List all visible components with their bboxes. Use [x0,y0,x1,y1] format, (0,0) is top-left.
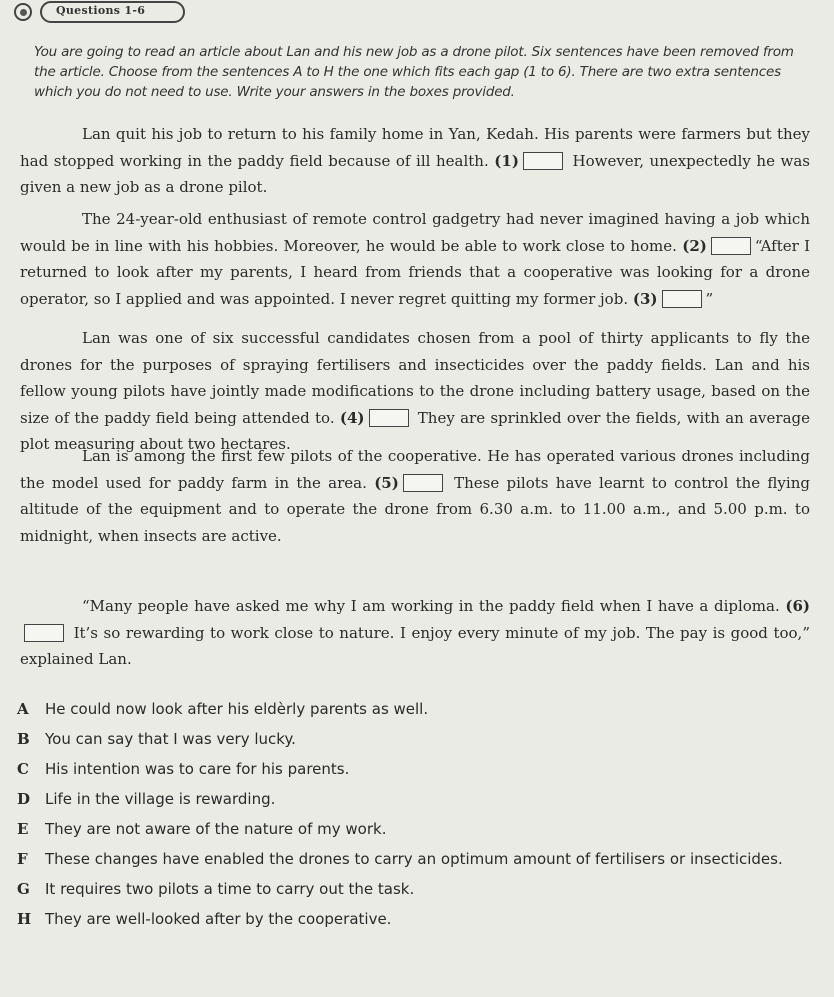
answer-box-3[interactable] [662,290,702,308]
paragraph-text: “After I returned to look after my parents, I heard from friends that a cooperative was looking for a drone operator, so I applied and was appointed. I never regret quitting my former job. [20,236,810,308]
paragraph-text: The 24-year-old enthusiast of remote control gadgetry had never imagined having a job which would be in line with his hobbies. Moreover, he would be able to work close to home. [20,210,810,255]
option-a [17,700,817,730]
option-d [17,790,817,820]
gap-number: (4) [339,408,365,427]
instructions: You are going to read an article about Lan and his new job as a drone pilot. Six sentences have been removed from the article. Choose from the sentences A to H the one which fits each gap (1 to 6). There are two extra sentences which you do not need to use. Write your answers in the boxes provided. [34,44,794,100]
answer-box-6[interactable] [24,624,64,642]
answer-box-4[interactable] [369,409,409,427]
option-b [17,730,817,760]
gap-number: (6) [785,597,810,615]
paragraph-text: Lan is among the first few pilots of the cooperative. He has operated various drones including the model used for paddy farm in the area. [20,447,810,492]
answer-box-2[interactable] [711,237,751,255]
option-f [17,850,817,880]
gap-number: (2) [682,236,707,255]
article-paragraph-2 [20,206,810,312]
option-g [17,880,817,910]
gap-number: (5) [374,473,399,492]
closing-quote: ” [705,289,714,308]
option-letter: E [17,820,29,838]
bullet-icon [14,3,32,21]
option-text: They are well-looked after by the cooperative. [45,910,392,928]
option-letter: H [17,910,32,928]
article-paragraph-5 [20,593,810,673]
option-c [17,760,817,790]
option-text: His intention was to care for his parents. [45,760,350,778]
option-text: Life in the village is rewarding. [45,790,276,808]
section-header [14,0,185,24]
paragraph-text: Lan was one of six successful candidates chosen from a pool of thirty applicants to fly the drones for the purposes of spraying fertilisers and insecticides over the paddy fields. Lan and his fellow young pilots have jointly made modifications to the drone including battery usage, based on the size of the paddy field being attended to. [20,329,810,427]
paragraph-text: Lan quit his job to return to his family home in Yan, Kedah. His parents were farmers but they had stopped working in the paddy field because of ill health. [20,125,810,170]
paragraph-text: “Many people have asked me why I am working in the paddy field when I have a diploma. [82,597,780,615]
article-paragraph-4 [20,443,810,549]
section-title: Questions 1-6 [40,1,185,23]
gap-number: (3) [632,289,658,308]
paragraph-text: These pilots have learnt to control the flying altitude of the equipment and to operate the drone from 6.30 a.m. to 11.00 a.m., and 5.00 p.m. to midnight, when insects are active. [20,473,810,545]
option-h [17,910,817,940]
article-paragraph-1 [20,121,810,201]
article-paragraph-3 [20,325,810,458]
paragraph-text: It’s so rewarding to work close to nature. I enjoy every minute of my job. The pay is good too,” explained Lan. [20,623,810,668]
option-letter: B [17,730,30,748]
option-letter: F [17,850,28,868]
option-letter: D [17,790,31,808]
option-text: It requires two pilots a time to carry out the task. [45,880,415,898]
option-letter: A [17,700,29,718]
option-text: They are not aware of the nature of my work. [45,820,387,838]
option-letter: G [17,880,30,898]
option-text: You can say that I was very lucky. [45,730,296,748]
option-e [17,820,817,850]
sentence-options [17,700,817,940]
answer-box-1[interactable] [523,152,563,170]
paragraph-text: However, unexpectedly he was given a new job as a drone pilot. [20,151,810,196]
option-letter: C [17,760,29,778]
paragraph-text: They are sprinkled over the fields, with an average plot measuring about two hectares. [20,408,810,453]
gap-number: (1) [494,151,519,170]
option-text: These changes have enabled the drones to carry an optimum amount of fertilisers or insecticides. [45,850,783,868]
answer-box-5[interactable] [403,474,443,492]
option-text: He could now look after his eldèrly parents as well. [45,700,429,718]
